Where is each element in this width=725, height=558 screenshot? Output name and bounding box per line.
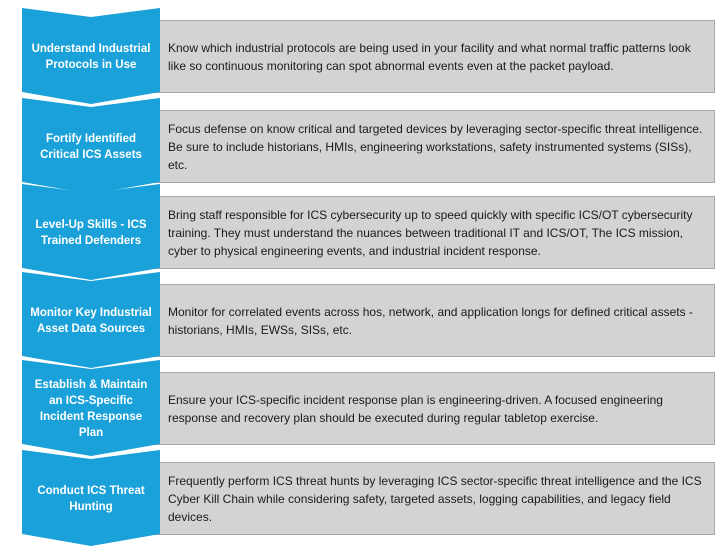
step-title: Level-Up Skills - ICS Trained Defenders	[35, 218, 147, 247]
step-description: Monitor for correlated events across hos, network, and application longs for defined critical assets - historians, HMIs, EWSs, SISs, etc.	[168, 304, 693, 337]
step-title: Monitor Key Industrial Asset Data Sources	[30, 306, 152, 335]
step-description: Focus defense on know critical and targeted devices by leveraging sector-specific threat intelligence. Be sure to include historians, HMIs, engineering workstations, safety instrumented systems (SISs), etc.	[168, 121, 703, 172]
step-description: Frequently perform ICS threat hunts by leveraging ICS sector-specific threat intelligence and the ICS Cyber Kill Chain while considering safety, targeted assets, logging capabilities, and legacy field devices.	[168, 473, 702, 524]
step-title: Understand Industrial Protocols in Use	[31, 42, 151, 71]
step-description: Know which industrial protocols are being used in your facility and what normal traffic patterns look like so continuous monitoring can spot abnormal events even at the packet payload.	[168, 40, 691, 73]
step-title: Establish & Maintain an ICS-Specific Incident Response Plan	[34, 378, 148, 439]
step-description: Bring staff responsible for ICS cybersecurity up to speed quickly with specific ICS/OT cybersecurity training. They must understand the nuances between traditional IT and ICS/OT, The ICS mission, cyber to physical engineering events, and industrial incident response.	[168, 207, 693, 258]
step-description: Ensure your ICS-specific incident response plan is engineering-driven. A focused engineering response and recovery plan should be executed during regular tabletop exercise.	[168, 392, 663, 425]
step-title: Conduct ICS Threat Hunting	[37, 484, 145, 513]
step-title: Fortify Identified Critical ICS Assets	[40, 132, 142, 161]
